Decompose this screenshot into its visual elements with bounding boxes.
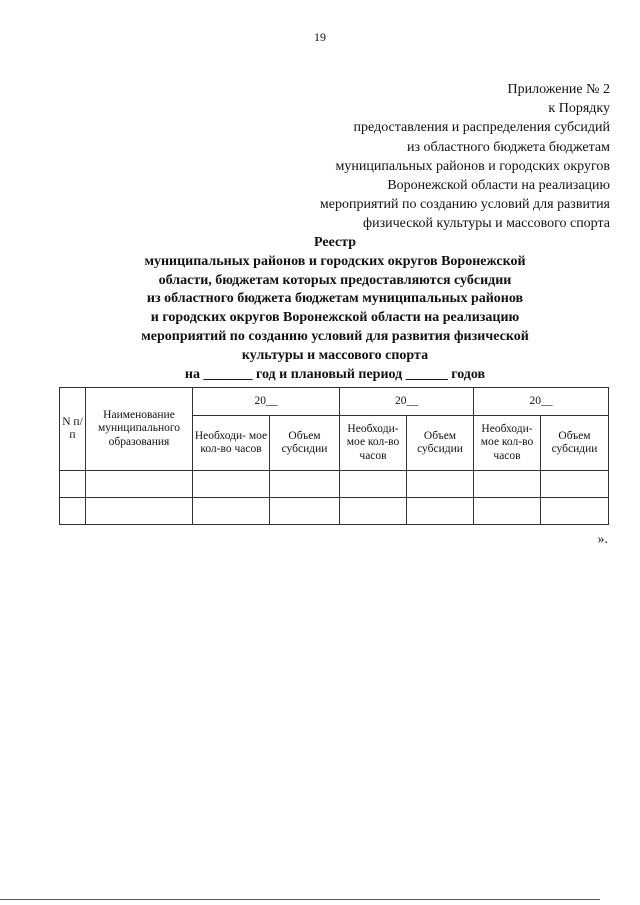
title-line: мероприятий по созданию условий для развития физической: [141, 328, 529, 344]
table-cell: [541, 498, 609, 525]
year-header: 20__: [340, 388, 474, 416]
appendix-line: муниципальных районов и городских округов: [335, 158, 610, 174]
table-cell: [270, 471, 340, 498]
col-header-number: N п/п: [60, 388, 86, 471]
title-line: Реестр: [313, 235, 356, 250]
page-number: 19: [314, 30, 326, 44]
title-line: и городских округов Воронежской области на реализацию: [150, 310, 520, 326]
table-cell: [407, 498, 474, 525]
table-cell: [193, 471, 270, 498]
table-row: [60, 498, 609, 525]
document-title: [60, 234, 610, 384]
year-header: 20__: [474, 388, 609, 416]
closing-quote: ».: [597, 532, 608, 547]
appendix-line: Воронежской области на реализацию: [387, 178, 610, 194]
col-header-hours: Необходи- мое кол-во часов: [474, 416, 541, 471]
col-header-hours: Необходи- мое кол-во часов: [340, 416, 407, 471]
table-header-row: [60, 388, 609, 416]
title-line: из областного бюджета бюджетам муниципальных районов: [146, 291, 524, 307]
table-cell: [474, 471, 541, 498]
table-cell: [60, 471, 86, 498]
table-cell: [60, 498, 86, 525]
appendix-line: Приложение № 2: [507, 82, 610, 97]
title-line: области, бюджетам которых предоставляются субсидии: [158, 272, 512, 288]
appendix-line: физической культуры и массового спорта: [363, 216, 610, 232]
table-cell: [193, 498, 270, 525]
table-cell: [86, 498, 193, 525]
table-row: [60, 471, 609, 498]
appendix-line: предоставления и распределения субсидий: [353, 120, 610, 136]
col-header-subsidy: Объем субсидии: [270, 416, 340, 471]
title-line: на _______ год и плановый период ______ годов: [184, 366, 486, 382]
table-cell: [340, 471, 407, 498]
title-line: культуры и массового спорта: [241, 347, 429, 363]
table-cell: [86, 471, 193, 498]
col-header-subsidy: Объем субсидии: [541, 416, 609, 471]
table-cell: [407, 471, 474, 498]
table-cell: [541, 471, 609, 498]
appendix-line: мероприятий по созданию условий для развития: [319, 197, 610, 213]
appendix-header: [280, 80, 610, 234]
col-header-municipality: Наименование муниципального образования: [86, 388, 193, 471]
appendix-line: из областного бюджета бюджетам: [407, 139, 610, 155]
table-cell: [340, 498, 407, 525]
table-cell: [270, 498, 340, 525]
col-header-subsidy: Объем субсидии: [407, 416, 474, 471]
year-header: 20__: [193, 388, 340, 416]
bottom-divider: [0, 899, 600, 900]
col-header-hours: Необходи- мое кол-во часов: [193, 416, 270, 471]
registry-table: [59, 387, 609, 525]
title-line: муниципальных районов и городских округов Воронежской: [144, 253, 526, 269]
appendix-line: к Порядку: [548, 101, 610, 117]
table-cell: [474, 498, 541, 525]
